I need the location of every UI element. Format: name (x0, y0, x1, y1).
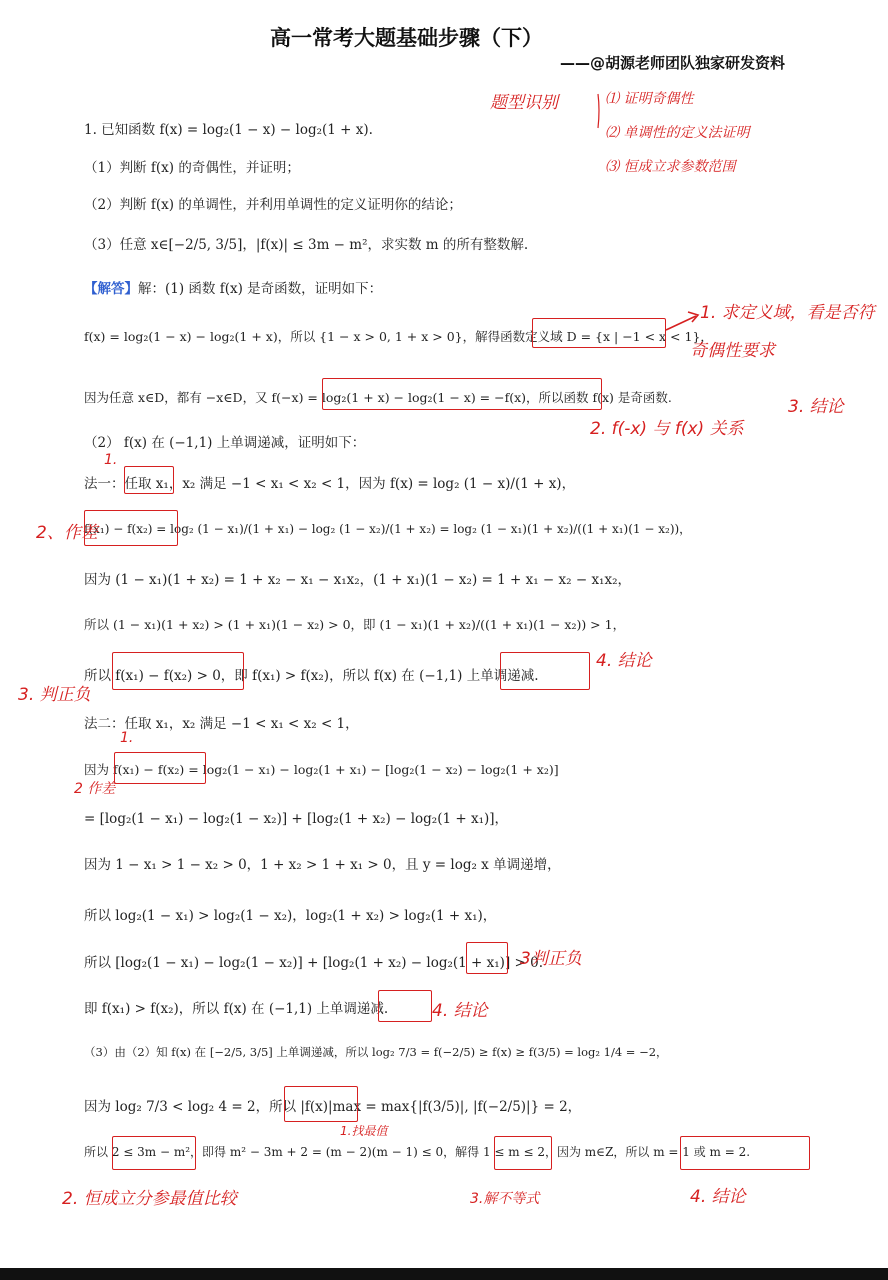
solution-line-5: f(x₁) − f(x₂) = log₂ (1 − x₁)/(1 + x₁) − log₂ (1 − x₂)/(1 + x₂) = log₂ (1 − x₁)(1 + x₂)/((1 + x₁)(1 − x₂))， (84, 522, 692, 536)
annotation-relation-2: 2. f(-x) 与 f(x) 关系 (590, 419, 744, 439)
solution-line-16: （3）由（2）知 f(x) 在 [−2/5, 3/5] 上单调递减，所以 log₂ 7/3 = f(−2/5) ≥ f(x) ≥ f(3/5) = log₂ 1/4 = −2， (84, 1045, 668, 1059)
annotation-type-1: ⑴ 证明奇偶性 (605, 91, 694, 107)
solution-line-7: 所以 (1 − x₁)(1 + x₂) > (1 + x₁)(1 − x₂) > 0，即 (1 − x₁)(1 + x₂)/((1 + x₁)(1 − x₂)) > 1， (84, 617, 626, 632)
annotation-type-2: ⑵ 单调性的定义法证明 (605, 125, 750, 141)
solution-line-18: 所以 2 ≤ 3m − m²，即得 m² − 3m + 2 = (m − 2)(m − 1) ≤ 0，解得 1 ≤ m ≤ 2，因为 m∈Z，所以 m = 1 或 m = 2. (84, 1145, 751, 1159)
annotation-diff-2: 2、作差 (36, 523, 98, 543)
page-title: 高一常考大题基础步骤（下） (270, 26, 543, 50)
annotation-judge-3b: 3判正负 (520, 949, 582, 969)
annotation-maxval: 1.找最值 (340, 1124, 388, 1138)
annotation-take-1b: 1. (120, 730, 134, 746)
annotation-step-domain-b: 奇偶性要求 (690, 341, 775, 361)
page-subtitle: ——@胡源老师团队独家研发资料 (560, 54, 786, 72)
annotation-diff-2b: 2 作差 (74, 781, 116, 797)
solution-tag: 【解答】 (84, 281, 138, 297)
annotation-conclusion-3: 3. 结论 (788, 397, 844, 417)
annotation-sep-param: 2. 恒成立分参最值比较 (62, 1189, 237, 1209)
solution-line-17: 因为 log₂ 7/3 < log₂ 4 = 2，所以 |f(x)|max = max{|f(3/5)|, |f(−2/5)|} = 2， (84, 1099, 582, 1115)
solution-line-11: = [log₂(1 − x₁) − log₂(1 − x₂)] + [log₂(1 + x₂) − log₂(1 + x₁)]， (84, 811, 509, 827)
bottom-bar (0, 1268, 888, 1280)
solution-line-15: 即 f(x₁) > f(x₂)，所以 f(x) 在 (−1,1) 上单调递减. (84, 1001, 389, 1017)
solution-intro: 解：(1) 函数 f(x) 是奇函数，证明如下： (138, 281, 383, 297)
solution-line-6: 因为 (1 − x₁)(1 + x₂) = 1 + x₂ − x₁ − x₁x₂，(1 + x₁)(1 − x₂) = 1 + x₁ − x₂ − x₁x₂， (84, 572, 631, 588)
problem-question-2: （2）判断 f(x) 的单调性，并利用单调性的定义证明你的结论； (84, 197, 462, 213)
solution-line-4: 法一：任取 x₁，x₂ 满足 −1 < x₁ < x₂ < 1，因为 f(x) = log₂ (1 − x)/(1 + x)， (84, 476, 576, 492)
annotation-take-1a: 1. (104, 452, 118, 468)
solution-line-2: 因为任意 x∈D，都有 −x∈D，又 f(−x) = log₂(1 + x) − log₂(1 − x) = −f(x)，所以函数 f(x) 是奇函数. (84, 390, 672, 405)
annotation-conclude-final: 4. 结论 (690, 1187, 746, 1207)
solution-line-3: （2） f(x) 在 (−1,1) 上单调递减，证明如下： (84, 435, 366, 451)
problem-question-1: （1）判断 f(x) 的奇偶性，并证明； (84, 160, 300, 176)
annotation-judge-3: 3. 判正负 (18, 685, 91, 705)
annotation-step-domain-a: 1. 求定义域，看是否符 (700, 303, 875, 323)
solution-line-1: f(x) = log₂(1 − x) − log₂(1 + x)，所以 {1 − x > 0, 1 + x > 0}，解得函数定义域 D = {x | −1 < x < 1}， (84, 329, 713, 344)
annotation-type-3: ⑶ 恒成立求参数范围 (605, 159, 736, 175)
problem-stem: 1. 已知函数 f(x) = log₂(1 − x) − log₂(1 + x). (84, 122, 373, 138)
annotation-topic: 题型识别 (490, 93, 558, 113)
annotation-conclude-4b: 4. 结论 (432, 1001, 488, 1021)
solution-line-13: 所以 log₂(1 − x₁) > log₂(1 − x₂)，log₂(1 + x₂) > log₂(1 + x₁)， (84, 908, 497, 924)
problem-question-3: （3）任意 x∈[−2/5, 3/5]，|f(x)| ≤ 3m − m²，求实数 m 的所有整数解. (84, 237, 529, 253)
solution-line-9: 法二：任取 x₁，x₂ 满足 −1 < x₁ < x₂ < 1， (84, 716, 359, 732)
solution-line-8: 所以 f(x₁) − f(x₂) > 0，即 f(x₁) > f(x₂)，所以 f(x) 在 (−1,1) 上单调递减. (84, 668, 539, 684)
annotation-conclude-4: 4. 结论 (596, 651, 652, 671)
solution-line-14: 所以 [log₂(1 − x₁) − log₂(1 − x₂)] + [log₂(1 + x₂) − log₂(1 + x₁)] > 0. (84, 955, 543, 971)
annotation-solve-ineq: 3.解不等式 (470, 1191, 540, 1207)
solution-line-10: 因为 f(x₁) − f(x₂) = log₂(1 − x₁) − log₂(1 + x₁) − [log₂(1 − x₂) − log₂(1 + x₂)] (84, 762, 559, 777)
solution-line-12: 因为 1 − x₁ > 1 − x₂ > 0，1 + x₂ > 1 + x₁ > 0，且 y = log₂ x 单调递增， (84, 857, 561, 873)
